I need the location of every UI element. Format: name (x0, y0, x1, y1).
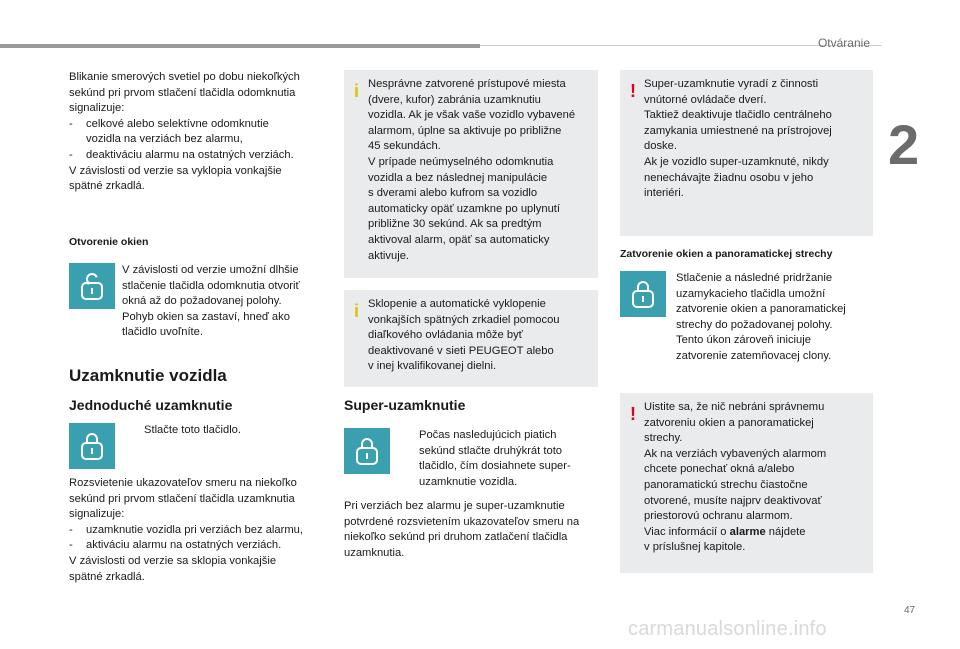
text-line: uzamykacieho tlačidla umožní (676, 287, 826, 300)
info-box-text (368, 77, 575, 264)
dash-item: - celkové alebo selektívne odomknutie vozidla na verziách bez alarmu, (69, 117, 339, 148)
text-line: sekúnd pri prvom stlačení tlačidla odomknutia (69, 86, 296, 99)
text-line: nenechávajte žiadnu osobu v jeho (644, 171, 814, 184)
text-line: Tento úkon zároveň iniciuje (676, 334, 811, 347)
text-line: doske. (644, 140, 677, 153)
text-line: stlačenie tlačidla odomknutia otvoriť (122, 279, 300, 292)
text-line: strechy. (644, 432, 683, 445)
text-line: otvorené, musíte najprv deaktivovať (644, 494, 822, 507)
alarm-reference: alarme (729, 525, 766, 538)
bullet-item (397, 428, 597, 490)
watermark: carmanualsonline.info (628, 618, 827, 640)
text-line: aktivoval alarm, opäť sa automaticky (368, 233, 550, 246)
text-line: Taktiež deaktivuje tlačidlo centrálneho (644, 109, 832, 122)
text-line: zatvoreniu okien a panoramatickej (644, 416, 814, 429)
simple-lock-info (69, 476, 339, 585)
text-line (644, 525, 826, 541)
intro-text (69, 70, 339, 195)
text-line: zatvorenie okien a panoramatickej (676, 303, 846, 316)
unlock-key-button (69, 263, 115, 309)
page-number: 47 (904, 605, 916, 616)
text-line: Nesprávne zatvorené prístupové miesta (368, 78, 566, 90)
text-line: diaľkového ovládania môže byť (368, 329, 523, 342)
chapter-number: 2 (888, 113, 920, 176)
lock-key-button (69, 423, 115, 469)
text-line: Pri verziách bez alarmu je super-uzamknutie (344, 500, 565, 512)
header-bar (0, 44, 480, 48)
text-line: 45 sekundách. (368, 140, 441, 153)
text-line: V závislosti od verzie sa sklopia vonkajšie (69, 554, 277, 567)
text-line: aktiváciu alarmu na ostatných verziách. (86, 539, 282, 552)
text-line: automaticky opäť uzamkne po uplynutí (368, 202, 561, 215)
roof-heading: Zatvorenie okien a panoramatickej strechy (620, 248, 833, 260)
super-lock-heading: Super-uzamknutie (344, 397, 466, 413)
unlock-icon (80, 271, 104, 301)
text-line: interiéri. (644, 187, 684, 200)
text-line: niekoľko sekúnd pri druhom zatlačení tlačidla (344, 531, 568, 544)
text-line: sekúnd pri prvom stlačení tlačidla uzamknutia (69, 492, 295, 505)
text-line: signalizuje: (69, 102, 125, 115)
text-line: uzamknutie vozidla. (419, 475, 518, 488)
text-line: Ak je vozidlo super-uzamknuté, nikdy (644, 155, 829, 168)
text-line: okná až do požadovanej polohy. (122, 295, 282, 308)
text-line: Sklopenie a automatické vyklopenie (368, 298, 546, 310)
warning-icon: ! (630, 81, 636, 101)
text-line: (dvere, kufor) zabránia uzamknutiu (368, 93, 541, 106)
text-line: panoramatickú strechu čiastočne (644, 478, 808, 491)
text-line: vozidla. Ak je však vaše vozidlo vybavené (368, 109, 576, 122)
lock-key-button (620, 271, 666, 317)
text-line: spätné zrkadlá. (69, 570, 145, 583)
text-line: Ak na verziách vybavených alarmom (644, 447, 827, 460)
text-line: alarmom, úplne sa aktivuje po približne (368, 124, 562, 137)
text-line: vozidla a bez následnej manipulácie (368, 171, 548, 184)
text-line: zamykania umiestnené na prístrojovej (644, 124, 832, 137)
text-line: strechy do požadovanej polohy. (676, 318, 833, 331)
text-line: V prípade neúmyselného odomknutia (368, 155, 554, 168)
warning-box-text (644, 400, 826, 556)
warning-box-super-lock (620, 70, 873, 236)
lock-icon (80, 431, 104, 461)
text-line: s dverami alebo kufrom sa vozidlo (368, 187, 538, 200)
lock-icon (355, 436, 379, 466)
text-line: deaktivované v sieti PEUGEOT alebo (368, 344, 554, 357)
lock-key-button (344, 428, 390, 474)
text-line: zatvorenie zatemňovacej clony. (676, 349, 832, 362)
warning-box-windows (620, 393, 873, 573)
text-line: tlačidlo uvoľníte. (122, 326, 204, 339)
lock-icon (631, 279, 655, 309)
dash-item: - deaktiváciu alarmu na ostatných verziách. (69, 148, 339, 164)
warning-box-text (644, 77, 832, 202)
super-lock-step (397, 428, 597, 490)
info-box-locking (344, 70, 598, 278)
dash-item: - aktiváciu alarmu na ostatných verziách. (69, 538, 339, 554)
text-line: Super-uzamknutie vyradí z činnosti (644, 78, 819, 90)
text-line: Stlačenie a následné pridržanie (676, 272, 833, 284)
super-lock-text (344, 499, 604, 561)
text-line: spätné zrkadlá. (69, 180, 145, 193)
info-box-mirrors (344, 290, 598, 387)
info-box-text (368, 297, 560, 375)
text-line: Rozsvietenie ukazovateľov smeru na niekoľko (69, 477, 297, 489)
simple-lock-step (122, 423, 332, 439)
text-line: Blikanie smerových svetiel po dobu niekoľkých (69, 71, 300, 83)
text-line: tlačidlo, čím dosiahnete super- (419, 460, 571, 473)
text-line: sekúnd stlačte druhýkrát toto (419, 444, 563, 457)
windows-heading: Otvorenie okien (69, 236, 149, 248)
section-title: Otváranie (817, 36, 870, 50)
text-line: vonkajších spätných zrkadiel pomocou (368, 313, 560, 326)
text-part: Viac informácií o (644, 525, 730, 538)
text-line: Uistite sa, že nič nebráni správnemu (644, 401, 825, 413)
text-line: priestorovú ochranu alarmom. (644, 510, 793, 523)
text-line: vnútorné ovládače dverí. (644, 93, 767, 106)
info-icon: i (354, 81, 360, 101)
text-line: signalizuje: (69, 508, 125, 521)
text-line: uzamknutia. (344, 546, 405, 559)
text-line: deaktiváciu alarmu na ostatných verziách. (86, 148, 294, 161)
text-line: aktivuje. (368, 249, 410, 262)
text-line: uzamknutie vozidla pri verziách bez alarmu, (86, 523, 304, 536)
text-line: potvrdené rozsvietením ukazovateľov smeru na (344, 515, 580, 528)
text-line: celkové alebo selektívne odomknutie (86, 117, 269, 130)
text-line: približne 30 sekúnd. Ak sa predtým (368, 218, 542, 231)
text-line: chcete ponechať okná a/alebo (644, 463, 795, 476)
bullet-icon (397, 428, 419, 490)
lock-heading: Uzamknutie vozidla (69, 366, 227, 385)
dash-item: - uzamknutie vozidla pri verziách bez alarmu, (69, 523, 339, 539)
windows-text (122, 263, 332, 341)
info-icon: i (354, 301, 360, 321)
simple-lock-heading: Jednoduché uzamknutie (69, 397, 233, 413)
text-line: Stlačte toto tlačidlo. (144, 424, 242, 436)
text-line: Počas nasledujúcich piatich (419, 429, 557, 441)
text-line: Pohyb okien sa zastaví, hneď ako (122, 310, 290, 323)
text-part: nájdete (765, 525, 806, 538)
text-line: V závislosti od verzie umožní dlhšie (122, 264, 299, 276)
warning-icon: ! (630, 404, 636, 424)
text-line: V závislosti od verzie sa vyklopia vonkajšie (69, 164, 282, 177)
text-line: v inej kvalifikovanej dielni. (368, 360, 497, 373)
text-line: vozidla na verziách bez alarmu, (86, 133, 243, 146)
roof-text (676, 271, 876, 365)
text-line: v príslušnej kapitole. (644, 541, 746, 554)
